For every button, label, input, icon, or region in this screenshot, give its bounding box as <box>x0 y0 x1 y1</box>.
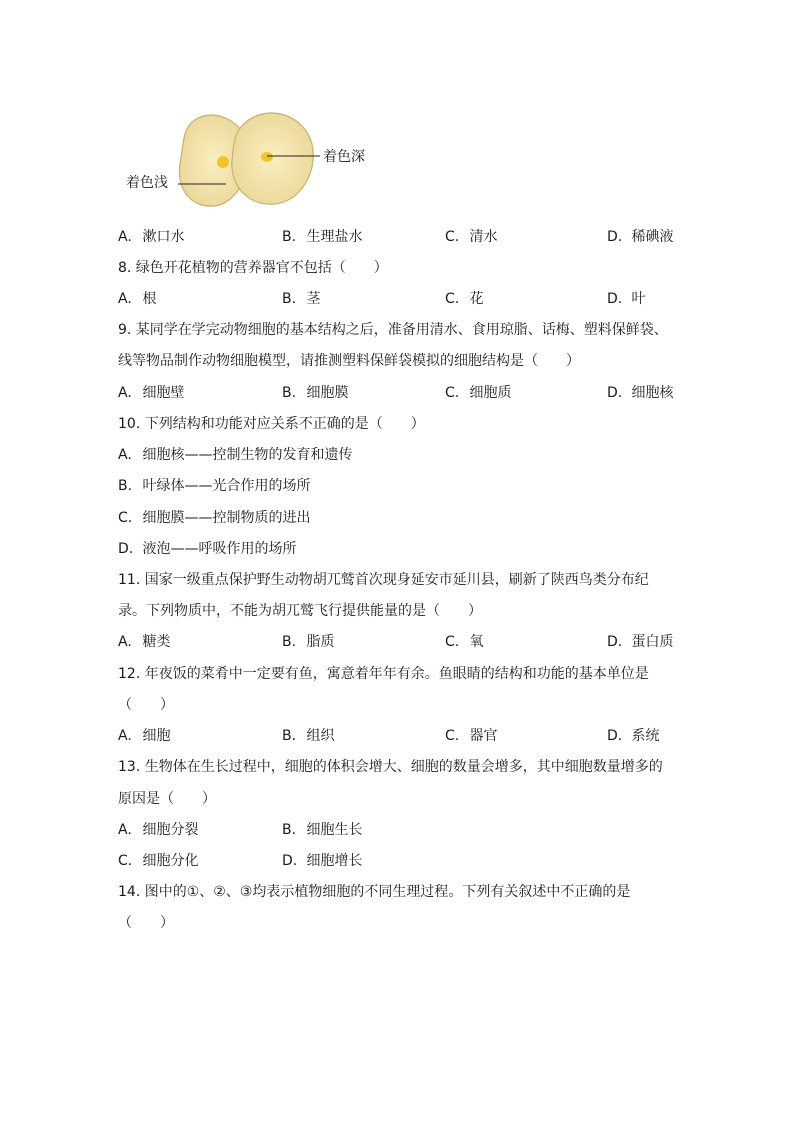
q12-stem-line1: 12. 年夜饭的菜肴中一定要有鱼，寓意着年年有余。鱼眼睛的结构和功能的基本单位是 <box>118 666 649 682</box>
q14-stem-line1: 14. 图中的①、②、③均表示植物细胞的不同生理过程。下列有关叙述中不正确的是 <box>118 884 631 900</box>
q10-option-a: A. 细胞核——控制生物的发育和遗传 <box>118 447 353 463</box>
q8-option-d: D. 叶 <box>607 291 646 307</box>
q10-option-c: C. 细胞膜——控制物质的进出 <box>118 510 311 526</box>
q7-option-c: C. 清水 <box>445 229 498 245</box>
q12-option-b: B. 组织 <box>282 728 335 744</box>
label-light-stain: 着色浅 <box>126 175 168 191</box>
q7-option-b: B. 生理盐水 <box>282 229 363 245</box>
q8-option-a: A. 根 <box>118 291 157 307</box>
q9-option-b: B. 细胞膜 <box>282 385 349 401</box>
q9-stem-line1: 9. 某同学在学完动物细胞的基本结构之后，准备用清水、食用琼脂、话梅、塑料保鲜袋、 <box>118 322 668 338</box>
q12-stem-line2: （ ） <box>118 697 174 713</box>
dark-cell-nucleus <box>261 152 273 162</box>
q11-stem-line1: 11. 国家一级重点保护野生动物胡兀鹫首次现身延安市延川县，刷新了陕西鸟类分布纪 <box>118 572 649 588</box>
q9-option-d: D. 细胞核 <box>607 385 674 401</box>
q13-option-d: D. 细胞增长 <box>282 853 363 869</box>
q12-option-c: C. 器官 <box>445 728 498 744</box>
q14-stem-line2: （ ） <box>118 915 174 931</box>
q13-option-a: A. 细胞分裂 <box>118 822 199 838</box>
q8-option-b: B. 茎 <box>282 291 321 307</box>
q10-option-d: D. 液泡——呼吸作用的场所 <box>118 541 297 557</box>
q8-stem: 8. 绿色开花植物的营养器官不包括（ ） <box>118 260 388 276</box>
q10-option-b: B. 叶绿体——光合作用的场所 <box>118 478 311 494</box>
q10-stem: 10. 下列结构和功能对应关系不正确的是（ ） <box>118 416 425 432</box>
q13-stem-line1: 13. 生物体在生长过程中，细胞的体积会增大、细胞的数量会增多，其中细胞数量增多的 <box>118 759 663 775</box>
light-cell-nucleus <box>217 156 229 168</box>
q12-option-d: D. 系统 <box>607 728 660 744</box>
q9-option-c: C. 细胞质 <box>445 385 512 401</box>
q11-option-a: A. 糖类 <box>118 634 171 650</box>
q9-stem-line2: 线等物品制作动物细胞模型，请推测塑料保鲜袋模拟的细胞结构是（ ） <box>118 353 580 369</box>
q9-option-a: A. 细胞壁 <box>118 385 185 401</box>
q7-option-a: A. 漱口水 <box>118 229 185 245</box>
q13-option-b: B. 细胞生长 <box>282 822 363 838</box>
q7-option-d: D. 稀碘液 <box>607 229 674 245</box>
q11-stem-line2: 录。下列物质中，不能为胡兀鹫飞行提供能量的是（ ） <box>118 603 482 619</box>
q8-option-c: C. 花 <box>445 291 484 307</box>
q11-option-c: C. 氧 <box>445 634 484 650</box>
q13-stem-line2: 原因是（ ） <box>118 791 216 807</box>
label-deep-stain: 着色深 <box>323 149 365 165</box>
q11-option-b: B. 脂质 <box>282 634 335 650</box>
q13-option-c: C. 细胞分化 <box>118 853 199 869</box>
q12-option-a: A. 细胞 <box>118 728 171 744</box>
q11-option-d: D. 蛋白质 <box>607 634 674 650</box>
